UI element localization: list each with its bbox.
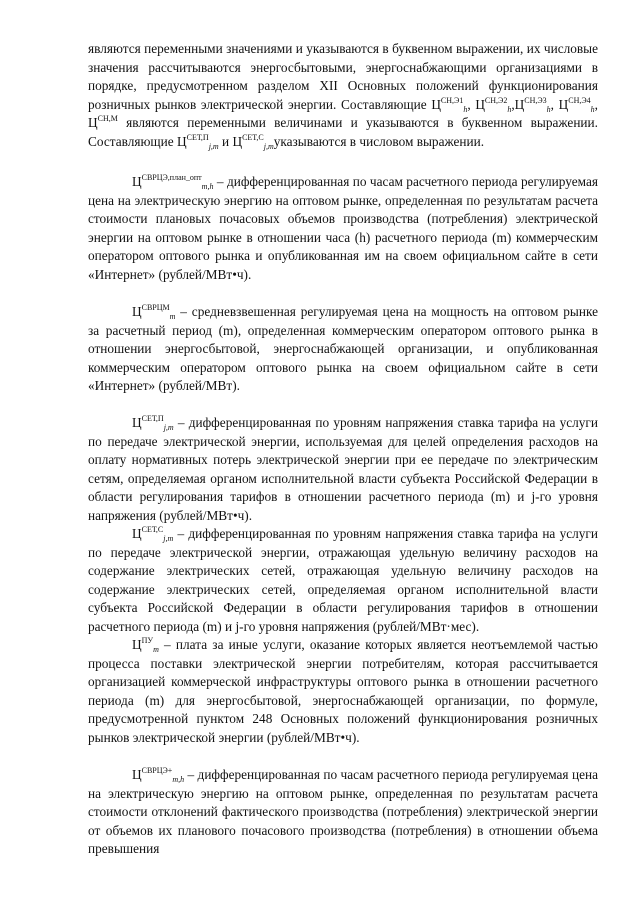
formula-symbol: $Ц^{СН,Э3}_h$ — [514, 95, 551, 114]
paragraph-text: – дифференцированная по часам расчетного периода регулируемая цена на электрическую энергию на оптовом рынке, определенная по результатам расчета стоимости плановых почасовых объемов производства (потребления) электрической энергии на оптовом рынке в отношении часа (h) расчетного периода (m) коммерческим оператором оптового рынка и опубликованная им на своем официальном сайте в сети «Интернет» (рублей/МВт•ч). — [88, 174, 598, 282]
paragraph-text: являются переменными значениями и указываются в буквенном выражении, их числовые значения рассчитываются энергосбытовыми, энергоснабжающими организациями в порядке, предусмотренном разделом XII Основных положений функционирования розничных рынков электрической энергии. Составляющие — [88, 41, 598, 112]
paragraph-text: являются переменными величинами и указываются в буквенном выражении. Составляющие — [88, 115, 598, 149]
paragraph-text: – дифференцированная по уровням напряжения ставка тарифа на услуги по передаче электрической энергии, используемая для целей определения расходов на оплату нормативных потерь электрической энергии при ее передаче по электрическим сетям, определяемая органом исполнительной власти субъекта Российской Федерации в области регулирования тарифов в отношении расчетного периода (m) и j-го уровня напряжения (рублей/МВт•ч). — [88, 415, 598, 523]
paragraph-text: – дифференцированная по часам расчетного периода регулируемая цена на электрическую энергию на оптовом рынке, определенная по результатам расчета стоимости отклонений фактического производства (потребления) электрической энергии от объемов их планового почасового производства (потребления) в отношении объема превышения — [88, 767, 598, 856]
definition-paragraph-svrce-plan — [88, 173, 598, 284]
formula-symbol: $Ц^{СН,М}$ — [88, 114, 118, 130]
formula-symbol: $Ц^{СЕТ,П}_{j,m}$ — [132, 414, 174, 432]
definition-paragraph-svrcm — [88, 303, 598, 396]
formula-symbol: $Ц^{СВРЦЭ,план\_опт}_{m,h}$ — [132, 173, 214, 191]
formula-symbol: $Ц^{СВРЦМ}_m$ — [132, 303, 176, 321]
formula-symbol: $Ц^{СЕТ,С}_{j,m}$ — [232, 132, 274, 151]
formula-symbol: $Ц^{ПУ}_m$ — [132, 636, 159, 654]
formula-symbol: $Ц^{СН,Э2}_h$ — [475, 95, 512, 114]
paragraph-text: – дифференцированная по уровням напряжения ставка тарифа на услуги по передаче электрической энергии, отражающая удельную величину расходов на содержание электрических сетей, отражающая удельную величину расходов на содержание электрических сетей, определяемая органом исполнительной власти субъекта Российской Федерации в области регулирования тарифов в отношении расчетного периода (m) и j-го уровня напряжения (рублей/МВт·мес). — [88, 526, 598, 634]
paragraph-text: – средневзвешенная регулируемая цена на мощность на оптовом рынке за расчетный период (m), определенная коммерческим оператором оптового рынка в отношении энергосбытовой, энергоснабжающей организации, и опубликованная коммерческим оператором оптового рынка на своем официальном сайте в сети «Интернет» (рублей/МВт). — [88, 304, 598, 393]
paragraph-text: указываются в числовом выражении. — [273, 133, 485, 149]
definition-paragraph-set-s — [88, 525, 598, 636]
formula-symbol: $Ц^{СЕТ,С}_{j,m}$ — [132, 525, 174, 543]
formula-symbol: $Ц^{СЕТ,П}_{j,m}$ — [177, 132, 219, 151]
paragraph-continuation: являются переменными значениями и указываются в буквенном выражении, их числовые значения рассчитываются энергосбытовыми, энергоснабжающими организациями в порядке, предусмотренном разделом XII Основных положений функционирования розничных рынков электрической энергии. Составляющие $Ц^{СН,Э1}_h$, $Ц^{СН,Э2}_h,Ц^{СН,Э3}_h$, $Ц^{СН,Э4}_h$, $Ц^{СН,М}$ являются переменными величинами и указываются в буквенном выражении. Составляющие $Ц^{СЕТ,П}_{j,m}$ и $Ц^{СЕТ,С}_{j,m}указываются$ в числовом выражении. — [88, 41, 598, 151]
formula-symbol: $Ц^{СН,Э1}_h$ — [431, 95, 468, 114]
formula-symbol: $Ц^{СВРЦЭ+}_{m,h}$ — [132, 766, 185, 784]
formula-symbol: $Ц^{СН,Э4}_h$ — [558, 95, 595, 114]
definition-paragraph-svrce-plus — [88, 766, 598, 859]
paragraph-text: – плата за иные услуги, оказание которых является неотъемлемой частью процесса поставки электрической энергии потребителям, которая рассчитывается организацией коммерческой инфраструктуры оптового рынка в отношении расчетного периода (m) для энергосбытовой, энергоснабжающей организации, по формуле, предусмотренной пунктом 248 Основных положений функционирования розничных рынков электрической энергии (рублей/МВт•ч). — [88, 637, 598, 745]
definition-paragraph-pu — [88, 636, 598, 747]
definition-paragraph-set-p — [88, 414, 598, 525]
